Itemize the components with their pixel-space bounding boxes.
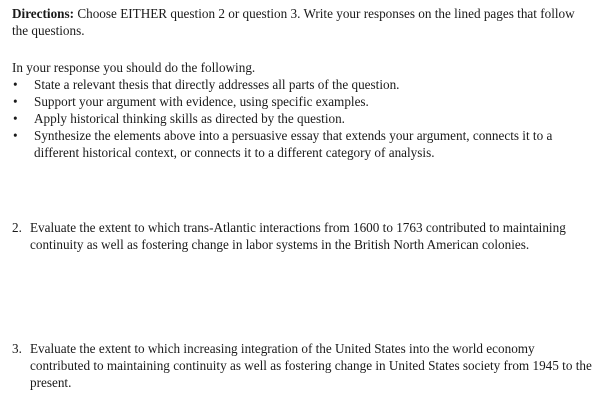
instruction-item <box>12 127 592 161</box>
directions-label: Directions: <box>12 6 75 21</box>
question-number: 3. <box>12 341 22 356</box>
instruction-item <box>12 93 592 110</box>
question-3 <box>12 340 592 391</box>
bullet-icon: • <box>13 128 18 143</box>
instruction-text: Support your argument with evidence, using specific examples. <box>34 94 369 109</box>
instruction-text: State a relevant thesis that directly addresses all parts of the question. <box>34 77 400 92</box>
instruction-text: Apply historical thinking skills as directed by the question. <box>34 111 345 126</box>
instruction-text: Synthesize the elements above into a persuasive essay that extends your argument, connects it to a different historical context, or connects it to a different category of analysis. <box>34 128 553 160</box>
instructions-list <box>12 76 592 161</box>
question-2 <box>12 219 592 253</box>
question-text: Evaluate the extent to which increasing integration of the United States into the world economy contributed to maintaining continuity as well as fostering change in United States society from 1945 to the present. <box>30 341 592 390</box>
bullet-icon: • <box>13 94 18 109</box>
bullet-icon: • <box>13 77 18 92</box>
bullet-icon: • <box>13 111 18 126</box>
directions-text: Choose EITHER question 2 or question 3. Write your responses on the lined pages that follow the questions. <box>12 6 575 38</box>
instruction-item <box>12 76 592 93</box>
question-text: Evaluate the extent to which trans-Atlantic interactions from 1600 to 1763 contributed to maintaining continuity as well as fostering change in labor systems in the British North American colonies. <box>30 220 566 252</box>
question-number: 2. <box>12 220 22 235</box>
instructions-intro: In your response you should do the following. <box>12 60 256 75</box>
instruction-item <box>12 110 592 127</box>
directions-paragraph <box>12 5 592 39</box>
